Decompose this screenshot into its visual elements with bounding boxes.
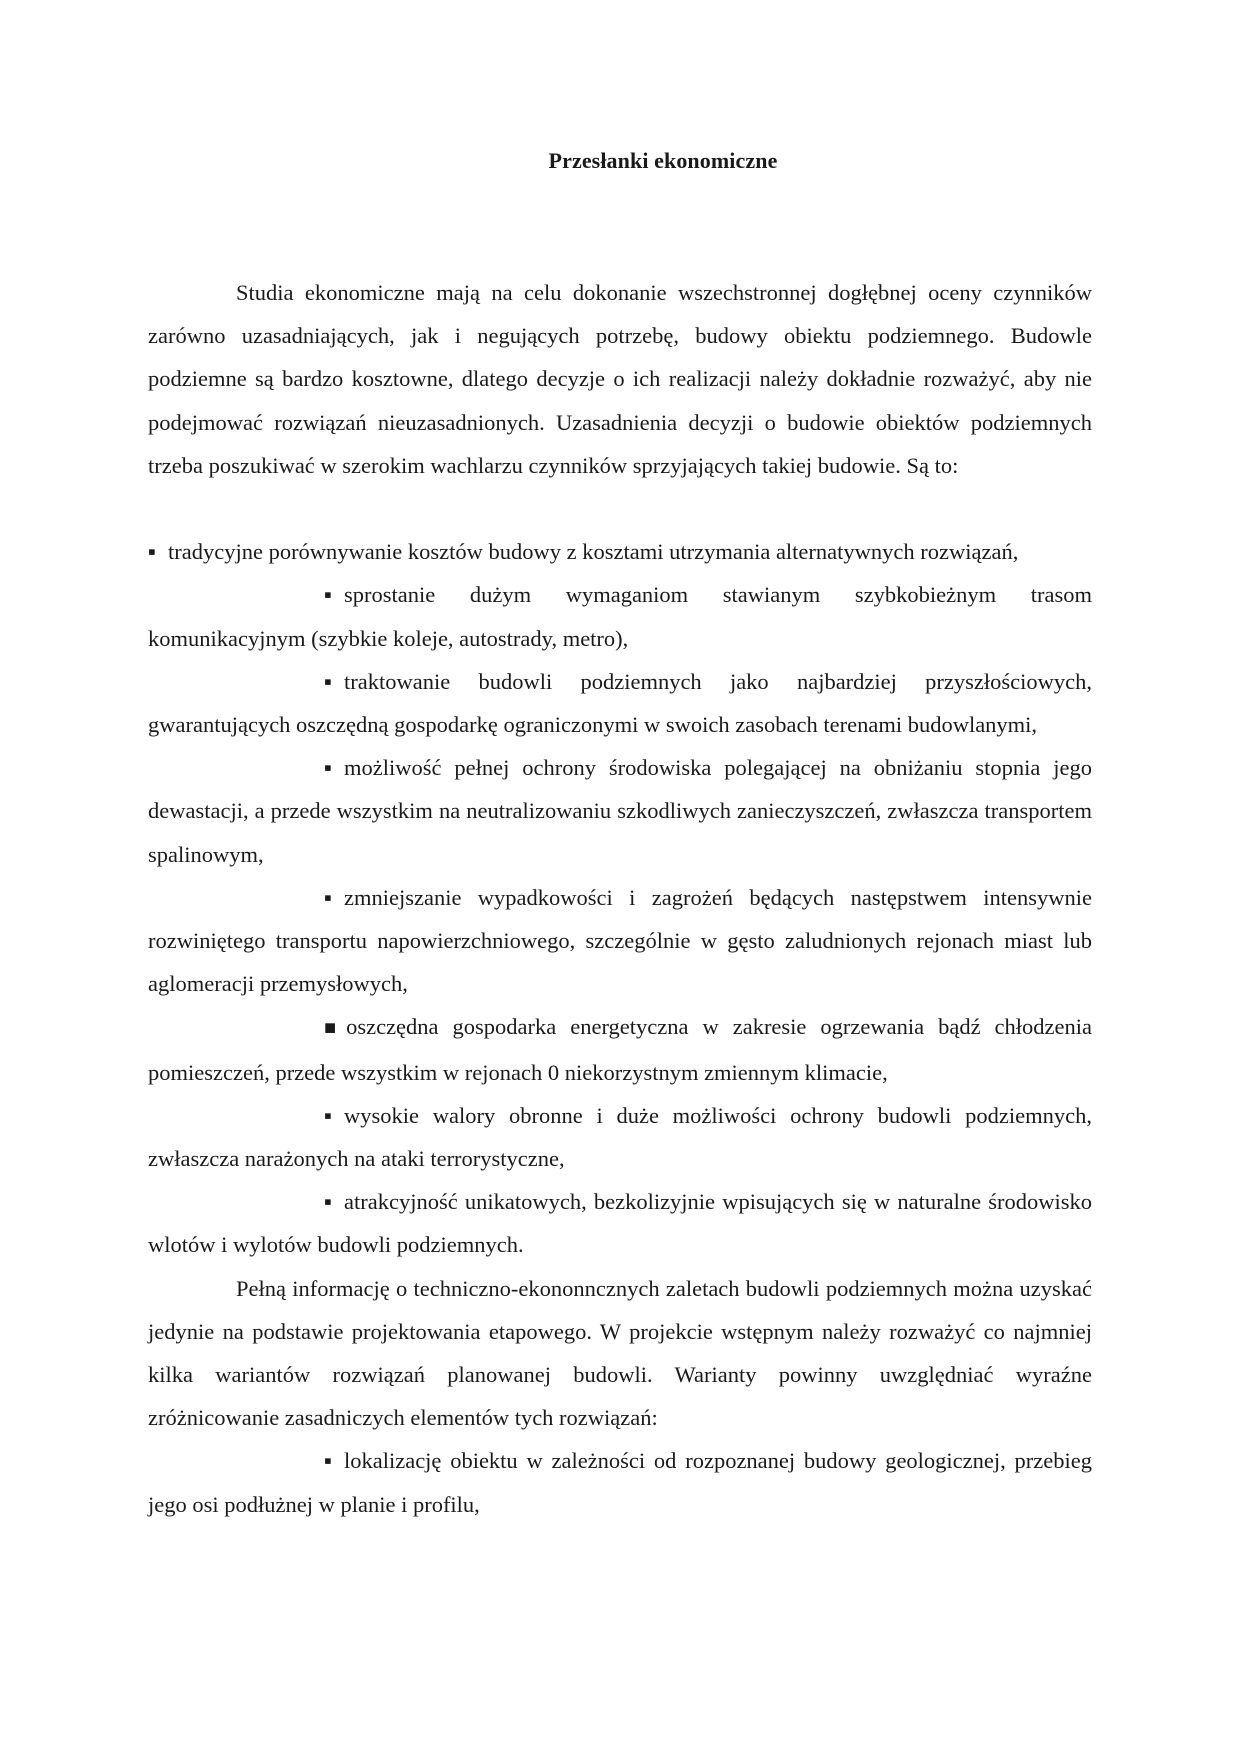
second-paragraph: Pełną informację o techniczno-ekononncznych zaletach budowli podziemnych można uzyskać jedynie na podstawie projektowania etapowego. W projekcie wstępnym należy rozważyć co najmniej kilka wariantów rozwiązań planowanej budowli. Warianty powinny uwzględniać wyraźne zróżnicowanie zasadniczych elementów tych rozwiązań: — [148, 1275, 1092, 1431]
bullet-item-4 — [148, 746, 1092, 876]
bullet-text-3: traktowanie budowli podziemnych jako najbardziej przyszłościowych, gwarantujących oszczędną gospodarkę ograniczonymi w swoich zasobach terenami budowlanymi, — [148, 668, 1092, 738]
bullet-text-1: tradycyjne porównywanie kosztów budowy z kosztami utrzymania alternatywnych rozwiązań, — [167, 539, 1019, 565]
bullet-item-9 — [148, 1439, 1092, 1525]
bullet-item-6 — [148, 1005, 1092, 1093]
bullet-item-8 — [148, 1180, 1092, 1266]
bullet-item-5 — [148, 876, 1092, 1006]
document-body — [148, 271, 1092, 1526]
bullet-icon: ▪ — [148, 539, 156, 565]
bullet-text-4: możliwość pełnej ochrony środowiska polegającej na obniżaniu stopnia jego dewastacji, a przede wszystkim na neutralizowaniu szkodliwych zanieczyszczeń, zwłaszcza transportem spalinowym, — [148, 755, 1092, 867]
document-title: Przesłanki ekonomiczne — [548, 148, 778, 173]
bullet-icon: ▪ — [324, 1448, 332, 1474]
bullet-icon: ▪ — [324, 1102, 332, 1128]
bullet-item-1 — [148, 530, 1092, 573]
bullet-text-7: wysokie walory obronne i duże możliwości ochrony budowli podziemnych, zwłaszcza narażonych na ataki terrorystyczne, — [148, 1102, 1092, 1172]
bullet-text-8: atrakcyjność unikatowych, bezkolizyjnie wpisujących się w naturalne środowisko wlotów i wylotów budowli podziemnych. — [148, 1189, 1092, 1258]
bullet-item-3 — [148, 660, 1092, 746]
bullet-icon: ▪ — [324, 755, 332, 781]
square-bullet-icon: ■ — [324, 1017, 337, 1040]
bullet-icon: ▪ — [324, 668, 332, 694]
bullet-icon: ▪ — [324, 884, 332, 910]
bullet-icon: ▪ — [324, 1189, 332, 1215]
bullet-text-9: lokalizację obiektu w zależności od rozpoznanej budowy geologicznej, przebieg jego osi podłużnej w planie i profilu, — [148, 1448, 1092, 1517]
bullet-text-6: oszczędna gospodarka energetyczna w zakresie ogrzewania bądź chłodzenia pomieszczeń, przede wszystkim w rejonach 0 niekorzystnym zmiennym klimacie, — [148, 1014, 1092, 1085]
bullet-text-5: zmniejszanie wypadkowości i zagrożeń będących następstwem intensywnie rozwiniętego transportu napowierzchniowego, szczególnie w gęsto zaludnionych rejonach miast lub aglomeracji przemysłowych, — [148, 884, 1092, 997]
bullet-text-2: sprostanie dużym wymaganiom stawianym szybkobieżnym trasom komunikacyjnym (szybkie koleje, autostrady, metro), — [148, 582, 1092, 651]
bullet-item-2 — [148, 573, 1092, 659]
intro-paragraph: Studia ekonomiczne mają na celu dokonanie wszechstronnej dogłębnej oceny czynników zarówno uzasadniających, jak i negujących potrzebę, budowy obiektu podziemnego. Budowle podziemne są bardzo kosztowne, dlatego decyzje o ich realizacji należy dokładnie rozważyć, aby nie podejmować rozwiązań nieuzasadnionych. Uzasadnienia decyzji o budowie obiektów podziemnych trzeba poszukiwać w szerokim wachlarzu czynników sprzyjających takiej budowie. Są to: — [148, 280, 1092, 478]
bullet-icon: ▪ — [324, 582, 332, 608]
bullet-item-7 — [148, 1094, 1092, 1180]
